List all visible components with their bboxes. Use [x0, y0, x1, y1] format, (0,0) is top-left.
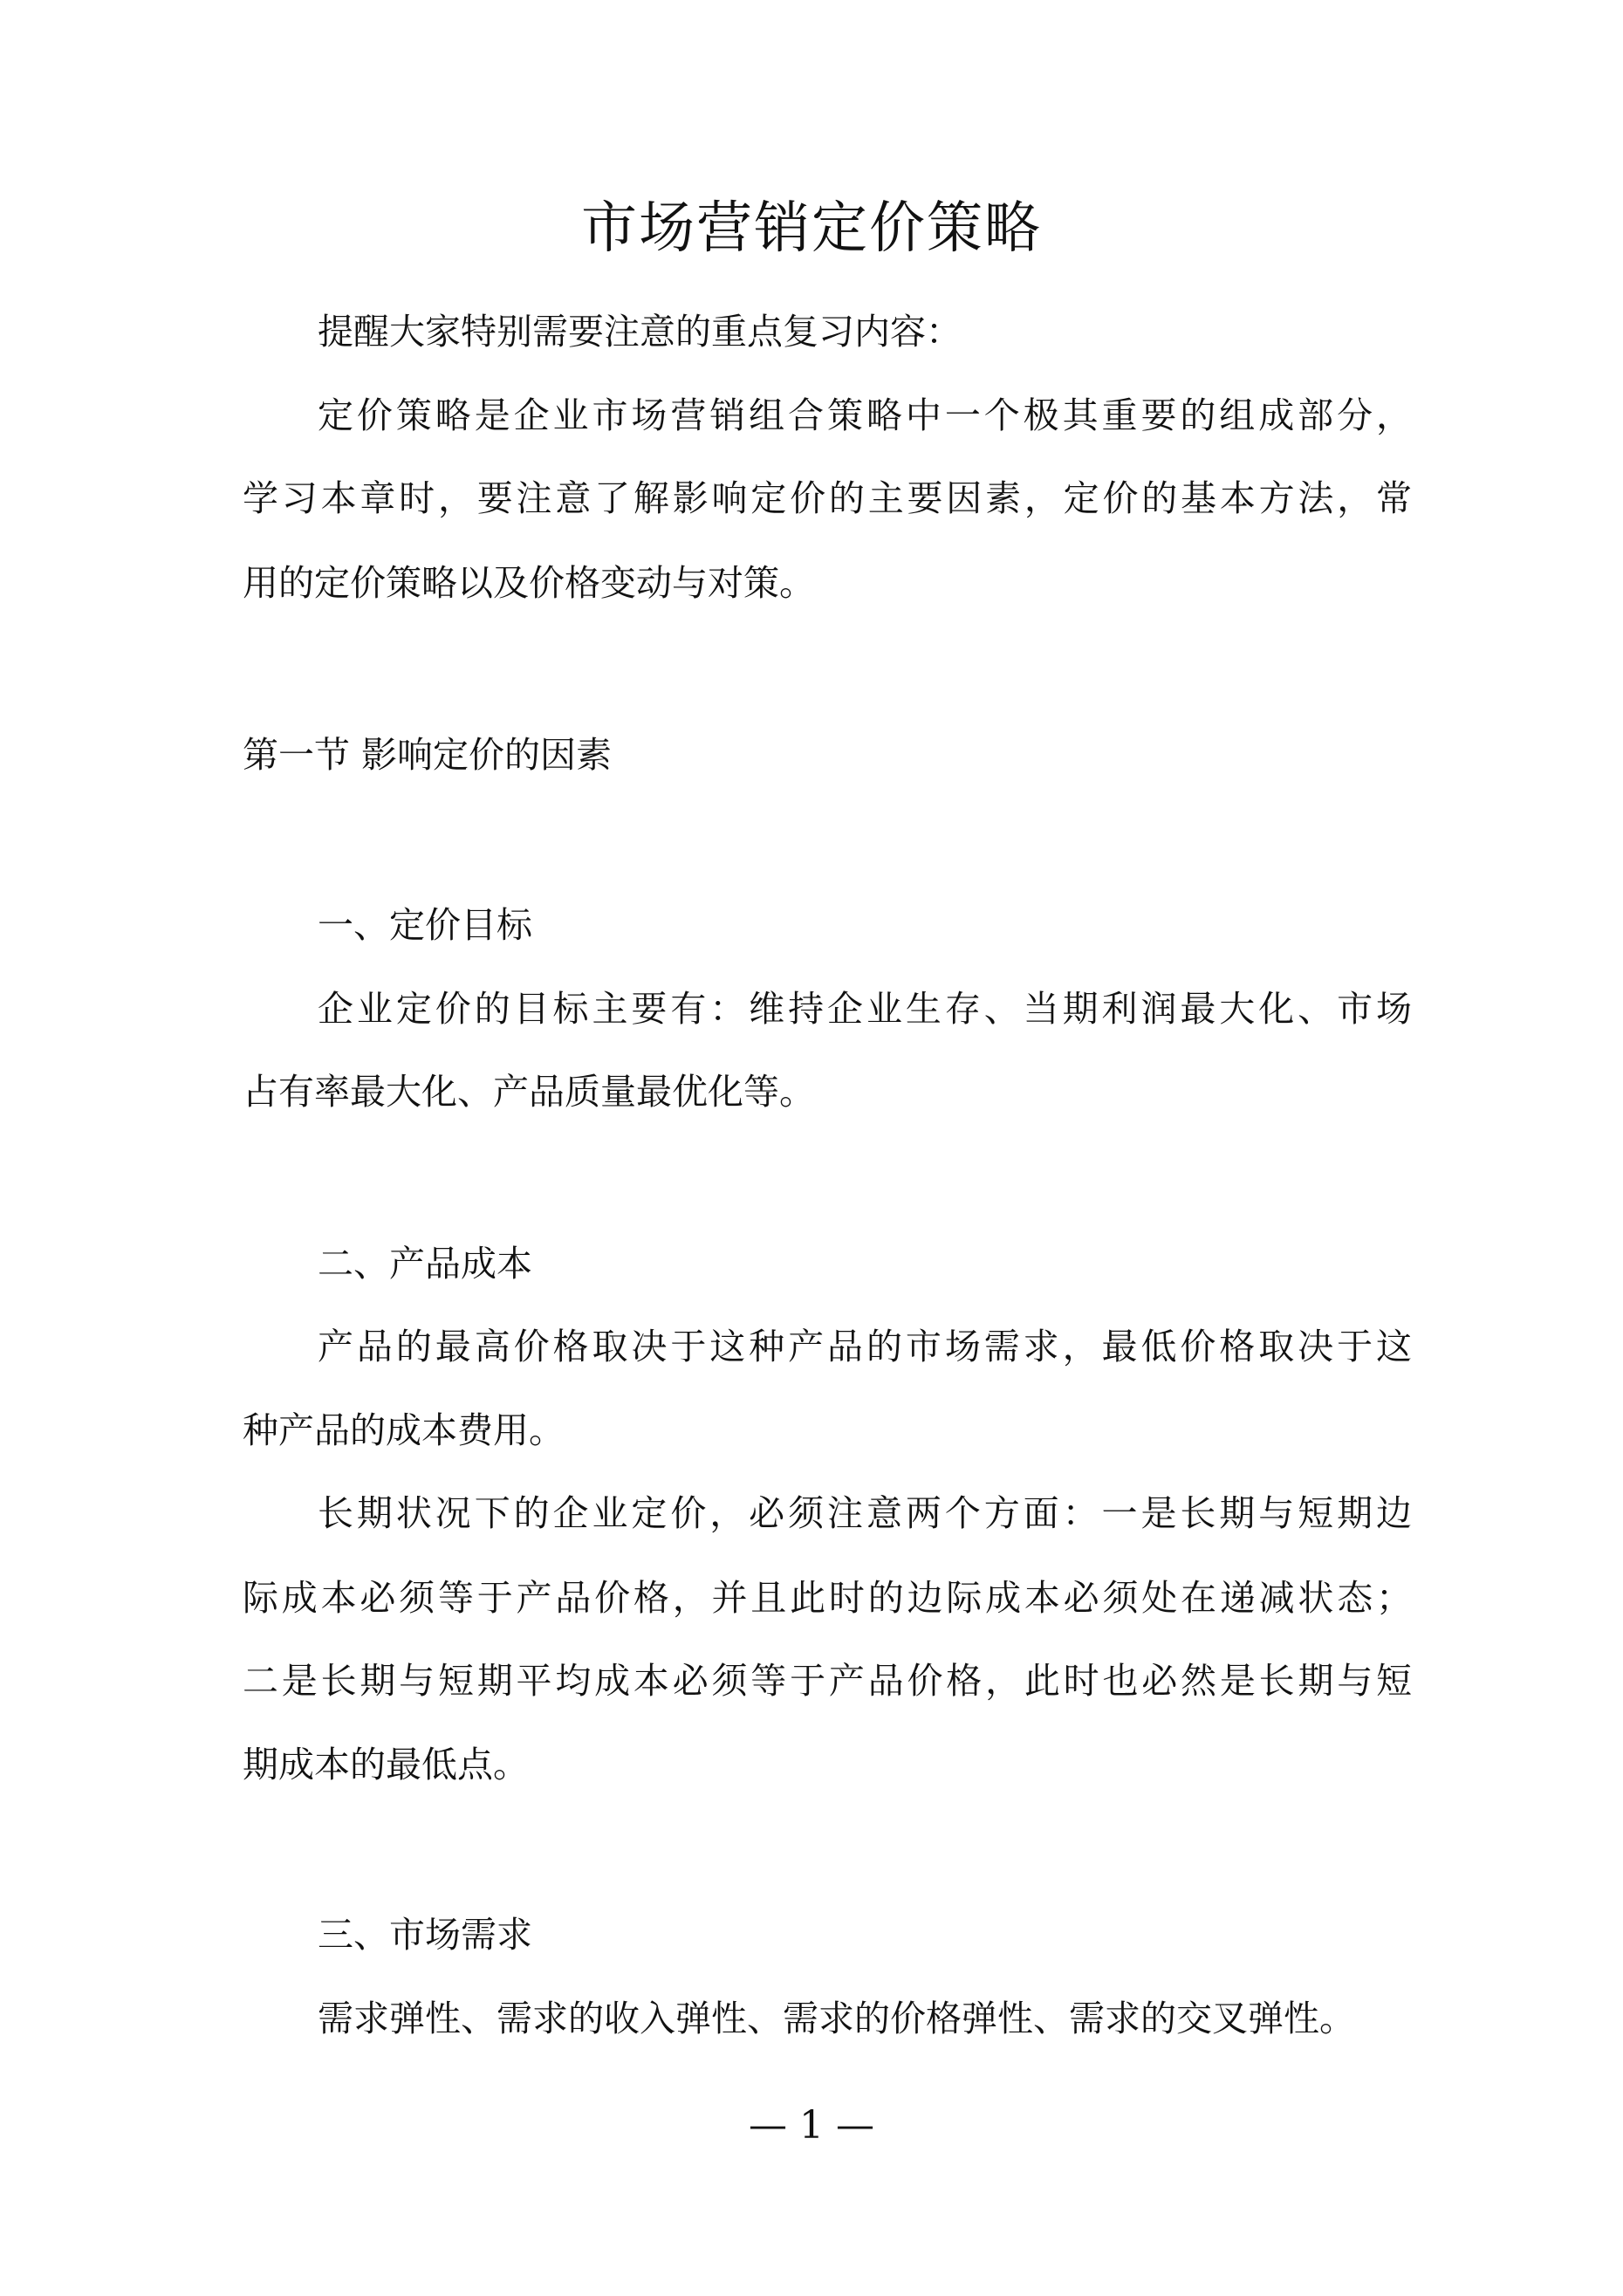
intro-line-3: 用的定价策略以及价格变动与对策。	[243, 562, 815, 604]
page-number: — 1 —	[749, 2103, 874, 2148]
paragraph-line: 企业定价的目标主要有：维持企业生存、当期利润最大化、市场	[318, 988, 1412, 1030]
paragraph-line: 际成本必须等于产品价格，并且此时的边际成本必须处在递减状态；	[243, 1577, 1412, 1619]
section-heading: 第一节 影响定价的因素	[243, 734, 613, 776]
paragraph-line: 长期状况下的企业定价，必须注意两个方面：一是长期与短期边	[318, 1492, 1412, 1534]
paragraph-line: 种产品的成本费用。	[243, 1409, 565, 1451]
subsection-heading-3: 三、市场需求	[318, 1914, 532, 1956]
paragraph-line: 期成本的最低点。	[243, 1744, 529, 1785]
paragraph-line: 占有率最大化、产品质量最优化等。	[243, 1071, 815, 1113]
paragraph-line: 二是长期与短期平均成本必须等于产品价格，此时也必然是长期与短	[243, 1660, 1412, 1702]
paragraph-line: 需求弹性、需求的收入弹性、需求的价格弹性、需求的交叉弹性。	[318, 1998, 1355, 2039]
subsection-heading-2: 二、产品成本	[318, 1243, 532, 1285]
document-title: 市场营销定价策略	[581, 196, 1042, 261]
intro-line-1: 定价策略是企业市场营销组合策略中一个极其重要的组成部分，	[318, 394, 1412, 436]
subsection-heading-1: 一、定价目标	[318, 904, 532, 946]
paragraph-line: 产品的最高价格取决于这种产品的市场需求，最低价格取决于这	[318, 1326, 1412, 1367]
intro-line-2: 学习本章时，要注意了解影响定价的主要因素，定价的基本方法，常	[243, 477, 1412, 519]
reminder-text: 提醒大家特别需要注意的重点复习内容：	[318, 311, 962, 353]
